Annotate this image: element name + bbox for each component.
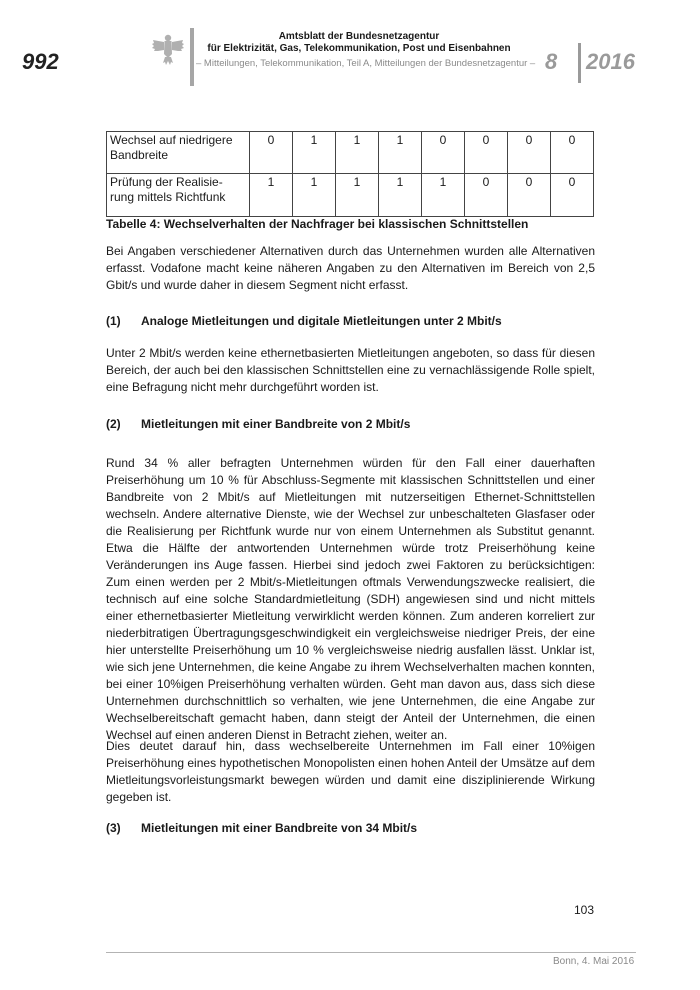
issue-year: 2016 <box>586 49 635 74</box>
section-number: (2) <box>106 417 121 431</box>
table-cell: 1 <box>293 132 336 174</box>
federal-eagle-icon <box>150 32 186 66</box>
issue-number: 8 <box>545 49 558 74</box>
table-cell: 0 <box>422 132 465 174</box>
footer-date: Bonn, 4. Mai 2016 <box>553 956 635 967</box>
table-cell: 0 <box>465 174 508 217</box>
table-cell: 0 <box>465 132 508 174</box>
row-label: Prüfung der Realisie- rung mittels Richtfunk <box>107 174 250 217</box>
paragraph-under-2mbit: Unter 2 Mbit/s werden keine ethernetbasierten Mietleitungen angeboten, so dass für diesen Bereich, der auch bei den klassischen Schnittstellen eine zu vernachlässigende Rolle spielt, eine Befragung nicht mehr durchgeführt worden ist. <box>106 346 595 394</box>
section-heading-1 <box>106 314 502 328</box>
section-title: Analoge Mietleitungen und digitale Mietleitungen unter 2 Mbit/s <box>141 314 502 328</box>
table-cell: 0 <box>508 132 551 174</box>
section-title: Mietleitungen mit einer Bandbreite von 2 Mbit/s <box>141 417 411 431</box>
table-cell: 1 <box>336 132 379 174</box>
section-title: Mietleitungen mit einer Bandbreite von 34 Mbit/s <box>141 821 418 835</box>
issue-divider <box>578 43 581 83</box>
table-cell: 1 <box>250 174 293 217</box>
table-cell: 0 <box>508 174 551 217</box>
header-divider <box>190 28 194 86</box>
gazette-subtitle: für Elektrizität, Gas, Telekommunikation, Post und Eisenbahnen <box>207 43 511 54</box>
table-row <box>107 174 594 217</box>
section-heading-3 <box>106 821 417 835</box>
paragraph-2mbit-analysis: Rund 34 % aller befragten Unternehmen würden für den Fall einer dauerhaften Preiserhöhung um 10 % für Abschluss-Segmente mit klassischen Schnittstellen und einer Bandbreite von 2 Mbit/s auf Mietleitungen mit nutzerseitigen Ethernet-Schnittstellen wechseln. Andere alternative Dienste, wie der Wechsel zur unbeschalteten Glasfaser oder die Realisierung per Richtfunk wurde nur von einem Unternehmen als Substitut genannt. Etwa die Hälfte der antwortenden Unternehmen würde trotz Preiserhöhung keine Veränderungen ins Auge fassen. Hierbei sind jedoch zwei Faktoren zu berücksichtigen: Zum einen werden per 2 Mbit/s-Mietleitungen oftmals Verwendungszwecke realisiert, die technisch auf eine solche Standardmietleitung (SDH) angewiesen sind und nicht mittels einer ethernetbasierter Mietleitung verwirklicht werden können. Zum anderen korreliert zur niederbitratigen Übertragungsgeschwindigkeit ein vergleichsweise niedriger Preis, der eine hier unterstellte Preiserhöhung um 10 % vergleichsweise niedrig ausfallen lässt. Unklar ist, wie sich jene Unternehmen, die keine Angabe zu ihrem Wechselverhalten machen konnten, bei einer 10%igen Preiserhöhung verhalten würden. Geht man davon aus, dass sich diese Unternehmen durchschnittlich so verhalten, wie jene Unternehmen, die eine Angabe zur Wechselbereitschaft gemacht haben, dann steigt der Anteil der Unternehmen, die einen Wechsel auf einen anderen Dienst in Betracht ziehen, weiter an. <box>106 456 595 742</box>
table-cell: 1 <box>422 174 465 217</box>
paragraph-alternatives: Bei Angaben verschiedener Alternativen durch das Unternehmen wurden alle Alternativen erfasst. Vodafone macht keine näheren Angaben zu den Alternativen im Bereich von 2,5 Gbit/s und wurde daher in diesem Segment nicht erfasst. <box>106 244 595 292</box>
paragraph-conclusion: Dies deutet darauf hin, dass wechselbereite Unternehmen im Fall einer 10%igen Preiserhöhung eines hypothetischen Monopolisten einen hohen Anteil der Umsätze auf dem Mietleitungsvorleistungsmarkt bewegen würden und damit eine disziplinierende Wirkung gegeben ist. <box>106 739 595 804</box>
section-number: (1) <box>106 314 121 328</box>
table-cell: 0 <box>551 174 594 217</box>
folio-number: 103 <box>574 903 595 917</box>
gazette-section: – Mitteilungen, Telekommunikation, Teil A, Mitteilungen der Bundesnetzagentur – <box>196 58 536 69</box>
footer-rule <box>106 952 636 953</box>
gazette-title: Amtsblatt der Bundesnetzagentur <box>278 31 440 42</box>
table-cell: 0 <box>551 132 594 174</box>
row-label: Wechsel auf niedrigere Bandbreite <box>107 132 250 174</box>
table-row <box>107 132 594 174</box>
table-caption: Tabelle 4: Wechselverhalten der Nachfrager bei klassischen Schnittstellen <box>106 217 529 231</box>
table-cell: 0 <box>250 132 293 174</box>
switching-table <box>106 131 594 217</box>
page-number: 992 <box>22 49 59 74</box>
table-cell: 1 <box>293 174 336 217</box>
table-cell: 1 <box>379 174 422 217</box>
table-cell: 1 <box>336 174 379 217</box>
section-heading-2 <box>106 417 410 431</box>
table-cell: 1 <box>379 132 422 174</box>
section-number: (3) <box>106 821 121 835</box>
